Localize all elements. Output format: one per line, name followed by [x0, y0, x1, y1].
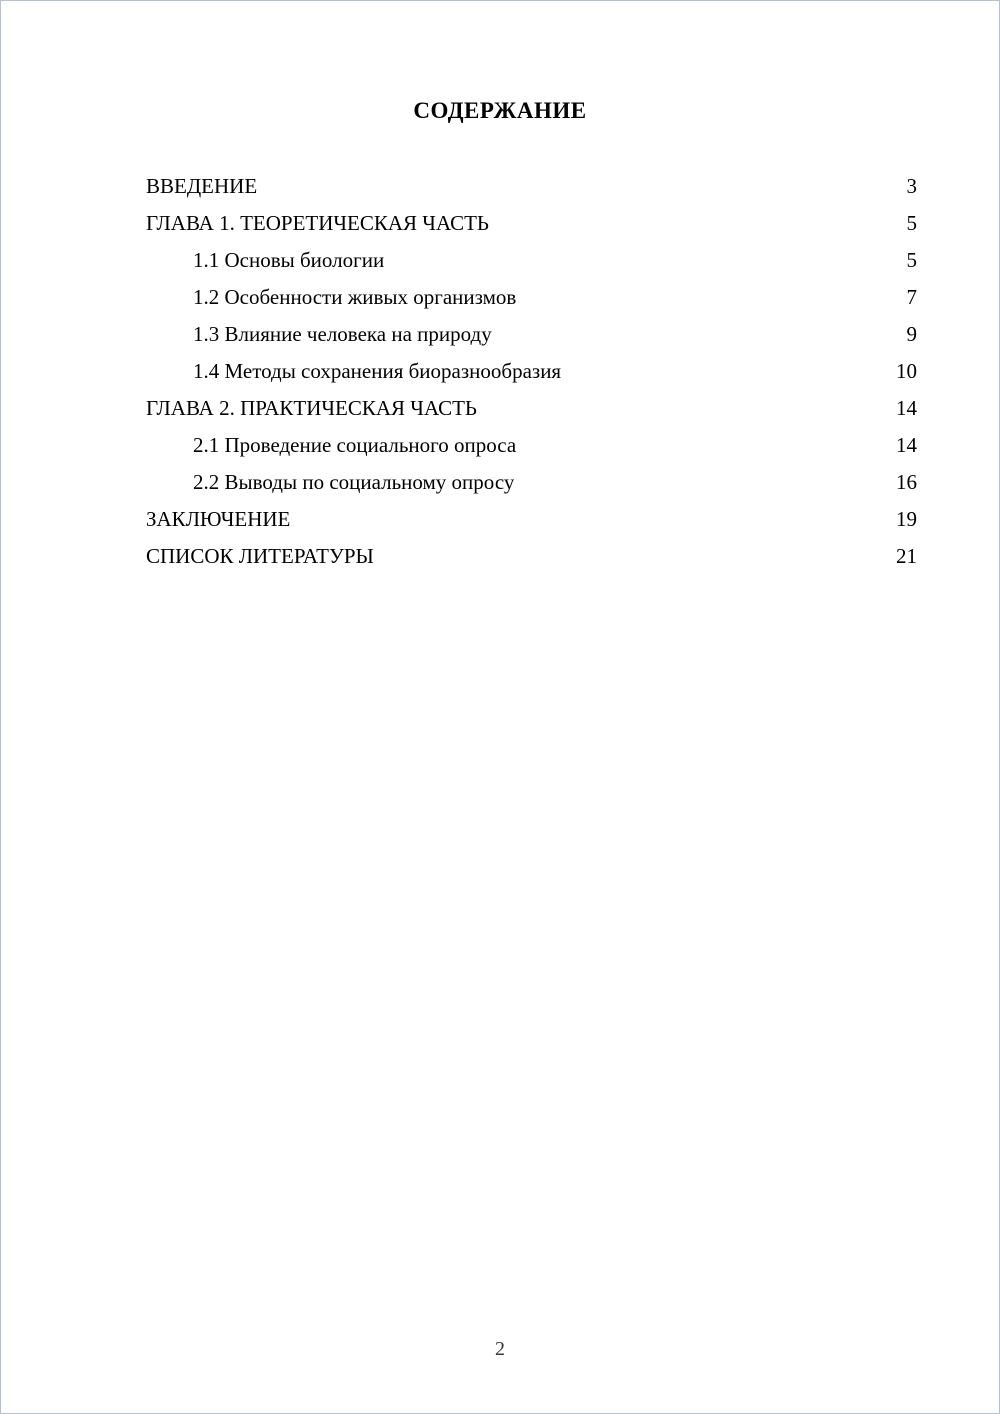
toc-entry — [146, 316, 917, 353]
toc-entry-page: 10 — [896, 359, 917, 383]
toc-entry-page: 3 — [906, 174, 917, 198]
footer-page-number: 2 — [495, 1338, 505, 1360]
toc-entry-page: 19 — [896, 507, 917, 531]
toc-entry-page: 5 — [906, 248, 917, 272]
toc-entry — [146, 353, 917, 390]
toc-entry — [146, 168, 917, 205]
toc-entry-page: 14 — [896, 396, 917, 420]
toc-entry — [146, 538, 917, 575]
toc-entry-label: 1.1 Основы биологии — [193, 248, 385, 272]
toc-entry — [146, 427, 917, 464]
toc-entry — [146, 205, 917, 242]
toc-entry — [146, 390, 917, 427]
toc-entry-page: 14 — [896, 433, 917, 457]
page-title: СОДЕРЖАНИЕ — [413, 98, 587, 123]
toc-entry — [146, 242, 917, 279]
table-of-contents — [146, 168, 917, 575]
toc-entry-label: 1.2 Особенности живых организмов — [193, 285, 517, 309]
toc-entry-label: ВВЕДЕНИЕ — [146, 174, 258, 198]
toc-entry-label: 1.4 Методы сохранения биоразнообразия — [193, 359, 562, 383]
toc-entry-page: 5 — [906, 211, 917, 235]
toc-entry-label: 2.1 Проведение социального опроса — [193, 433, 517, 457]
toc-entry-label: ГЛАВА 1. ТЕОРЕТИЧЕСКАЯ ЧАСТЬ — [146, 211, 489, 235]
toc-entry-page: 21 — [896, 544, 917, 568]
toc-entry-label: 2.2 Выводы по социальному опросу — [193, 470, 515, 494]
toc-entry-page: 16 — [896, 470, 917, 494]
toc-entry-page: 7 — [906, 285, 917, 309]
toc-entry-label: ГЛАВА 2. ПРАКТИЧЕСКАЯ ЧАСТЬ — [146, 396, 477, 420]
toc-entry — [146, 464, 917, 501]
toc-entry-label: СПИСОК ЛИТЕРАТУРЫ — [146, 544, 374, 568]
toc-entry — [146, 279, 917, 316]
toc-entry-label: 1.3 Влияние человека на природу — [193, 322, 492, 346]
toc-entry-label: ЗАКЛЮЧЕНИЕ — [146, 507, 291, 531]
toc-entry — [146, 501, 917, 538]
toc-entry-page: 9 — [906, 322, 917, 346]
